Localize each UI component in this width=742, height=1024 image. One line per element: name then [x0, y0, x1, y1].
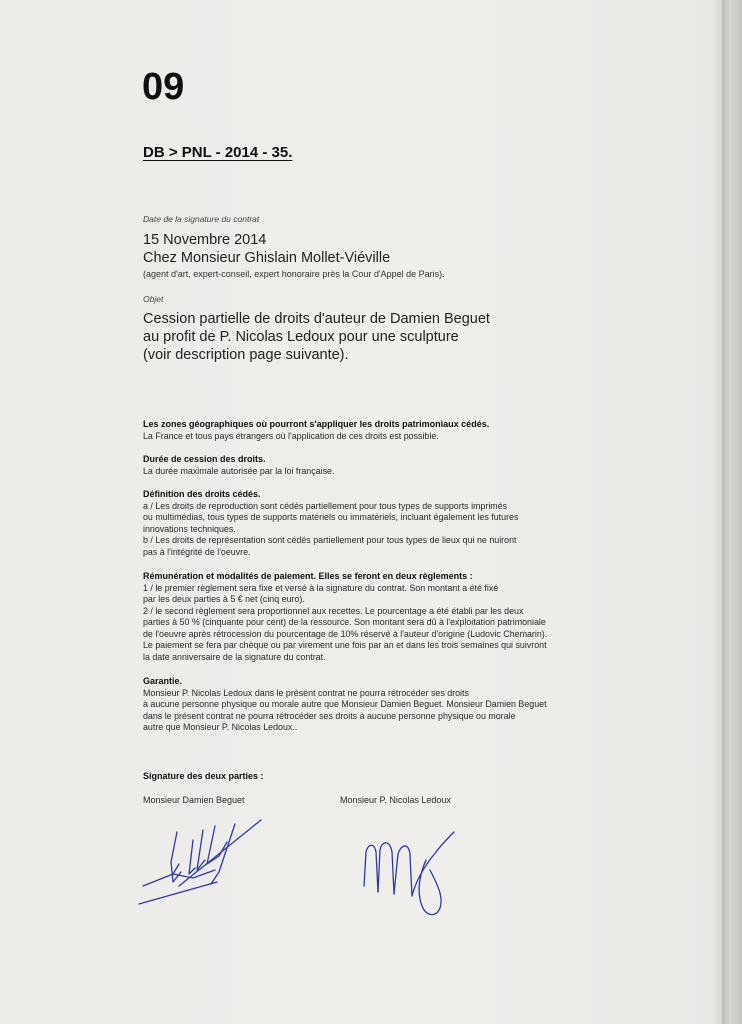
section-definition	[143, 489, 573, 558]
location-note: (agent d'art, expert-conseil, expert honoraire près la Cour d'Appel de Paris).	[143, 269, 445, 279]
object-line: Cession partielle de droits d'auteur de Damien Beguet	[143, 311, 490, 327]
section-line: parties à 50 % (cinquante pour cent) de la ressource. Son montant sera dû à l'exploitation patrimoniale	[143, 617, 546, 627]
signatory-nicolas-ledoux: Monsieur P. Nicolas Ledoux	[340, 795, 451, 805]
section-line: b / Les droits de représentation sont cédés partiellement pour tous types de lieux qui ne nuiront	[143, 535, 517, 545]
page-number: 09	[142, 66, 185, 108]
contract-reference: DB > PNL - 2014 - 35.	[143, 144, 293, 161]
section-remuneration	[143, 571, 573, 663]
section-line: dans le présent contrat ne pourra rétrocéder ses droits à aucune personne physique ou morale	[143, 710, 516, 721]
page-fold-shadow	[712, 0, 722, 1024]
section-title: Garantie.	[143, 676, 183, 686]
section-title: Rémunération et modalités de paiement. Elles se feront en deux règlements :	[143, 571, 473, 581]
signature-damien-beguet	[135, 812, 270, 912]
section-line: a / Les droits de reproduction sont cédés partiellement pour tous types de supports imprimés	[143, 500, 508, 511]
section-line: La France et tous pays étrangers où l'application de ces droits est possible.	[143, 430, 439, 441]
section-line: pas à l'intégrité de l'oeuvre.	[143, 546, 251, 557]
section-line: la date anniversaire de la signature du contrat.	[143, 651, 326, 662]
section-title: Les zones géographiques où pourront s'appliquer les droits patrimoniaux cédés.	[143, 419, 490, 429]
section-title: Définition des droits cédés.	[143, 489, 261, 499]
object-line: au profit de P. Nicolas Ledoux pour une sculpture	[143, 329, 459, 345]
section-title: Durée de cession des droits.	[143, 454, 266, 464]
section-line: par les deux parties à 5 € net (cinq euro).	[143, 594, 305, 604]
object-line: (voir description page suivante).	[143, 347, 349, 363]
section-line: ou multimédias, tous types de supports matériels ou immatériels, incluant également les futures	[143, 512, 519, 522]
section-line: 1 / le premier règlement sera fixe et versé à la signature du contrat. Son montant a été fixé	[143, 582, 499, 593]
contract-date: 15 Novembre 2014	[143, 232, 267, 248]
section-line: innovations techniques.	[143, 523, 236, 534]
section-line: 2 / le second règlement sera proportionnel aux recettes. Le pourcentage a été établi par les deux	[143, 605, 524, 616]
section-duration	[143, 454, 573, 477]
signatures-title: Signature des deux parties :	[143, 771, 264, 781]
section-guarantee	[143, 676, 573, 734]
section-line: Le paiement se fera par chèque ou par virement une fois par an et dans les trois semaines qui suivront	[143, 640, 547, 650]
section-line: autre que Monsieur P. Nicolas Ledoux..	[143, 722, 298, 732]
date-label: Date de la signature du contrat	[143, 214, 260, 224]
signatory-damien-beguet: Monsieur Damien Beguet	[143, 795, 245, 805]
section-geographic-zones	[143, 419, 573, 442]
section-line: à aucune personne physique ou morale autre que Monsieur Damien Beguet. Monsieur Damien Beguet	[143, 699, 547, 709]
contract-location: Chez Monsieur Ghislain Mollet-Viéville	[143, 250, 391, 266]
section-line: de l'oeuvre après rétrocession du pourcentage de 10% réservé à l'auteur d'origine (Ludovic Chemarin).	[143, 628, 548, 639]
signature-nicolas-ledoux	[356, 830, 461, 922]
section-line: Monsieur P. Nicolas Ledoux dans le présent contrat ne pourra rétrocéder ses droits	[143, 687, 469, 698]
section-line: La durée maximale autorisée par la loi française.	[143, 465, 335, 476]
page-edge	[722, 0, 742, 1024]
object-label: Objet	[143, 294, 164, 304]
